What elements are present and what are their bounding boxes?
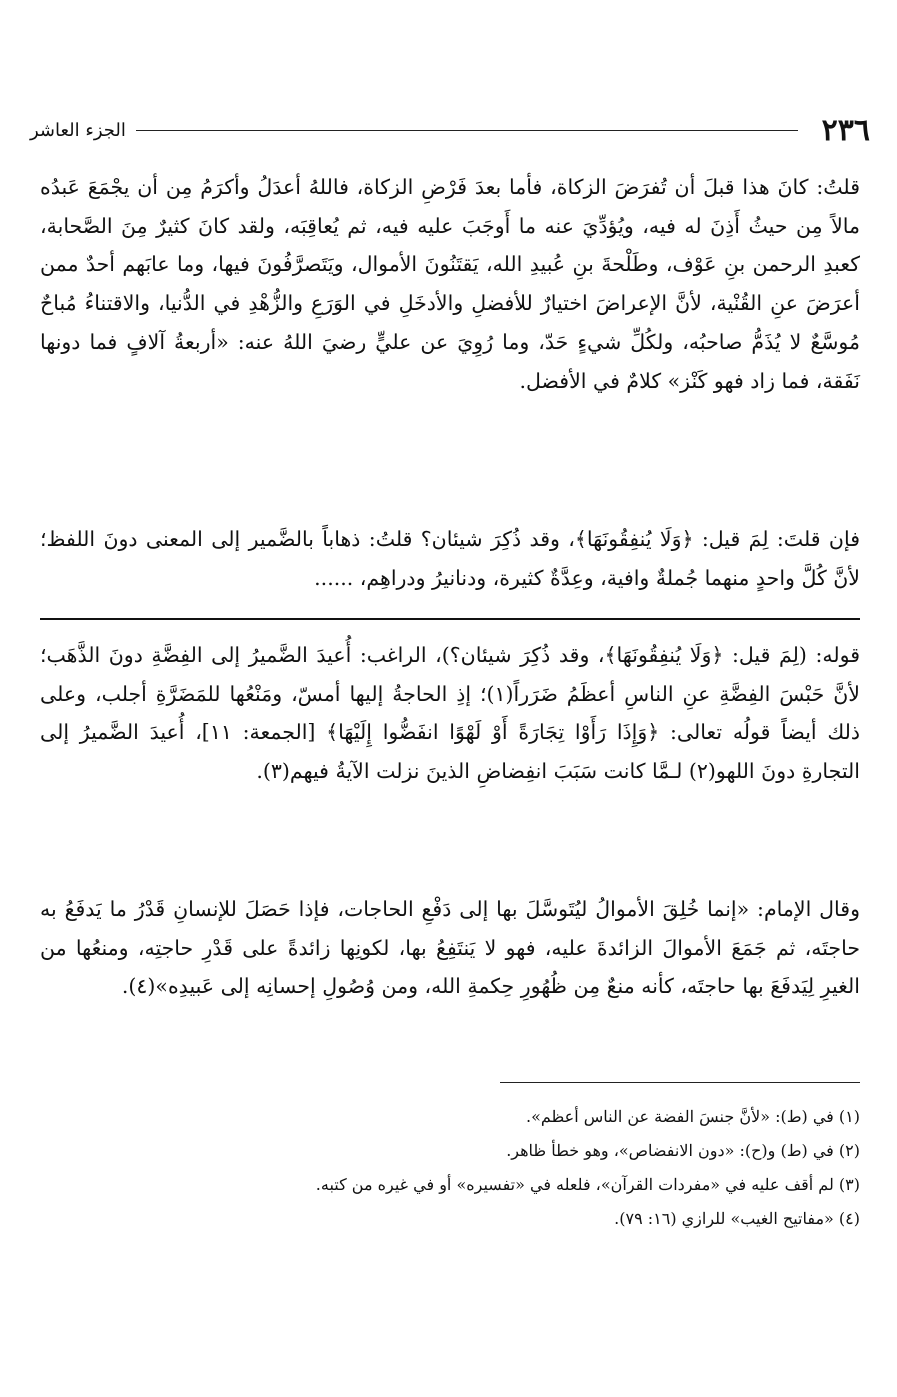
footnote-4: (٤) «مفاتيح الغيب» للرازي (١٦: ٧٩).: [614, 1209, 860, 1228]
footnote-1: (١) في (ط): «لأنَّ جنسَ الفضة عن الناس أعظم».: [526, 1107, 860, 1126]
page-header: [30, 112, 870, 148]
main-paragraph-1: قلتُ: كانَ هذا قبلَ أن تُفرَضَ الزكاة، فأما بعدَ فَرْضِ الزكاة، فاللهُ أعدَلُ وأكرَمُ مِن أن يجْمَعَ عَبدُه مالاً مِن حيثُ أَذِنَ له فيه، ويُؤدِّيَ عنه ما أَوجَبَ عليه فيه، ثم يُعاقِبَه، ولقد كانَ كثيرٌ مِنَ الصَّحابة، كعبدِ الرحمن بنِ عَوْف، وطَلْحةَ بنِ عُبيدِ الله، يَقتَنُونَ الأموال، ويَتَصرَّفُونَ فيها، وما عابَهم أحدٌ ممن أعرَضَ عنِ القُنْية، لأنَّ الإعراضَ اختيارٌ للأفضلِ والأدخَلِ في الوَرَعِ والزُّهْدِ في الدُّنيا، والاقتناءُ مُباحٌ مُوسَّعٌ لا يُذَمُّ صاحبُه، ولكُلِّ شيءٍ حَدّ، وما رُوِيَ عن عليٍّ رضيَ اللهُ عنه: «أربعةُ آلافٍ فما دونها نَفَقة، فما زاد فهو كَنْز» كلامٌ في الأفضل.: [40, 175, 860, 393]
page-number: ٢٣٦: [821, 112, 870, 148]
header-rule: [136, 130, 798, 131]
commentary-paragraph-1: قوله: (لِمَ قيل: ﴿وَلَا يُنفِقُونَهَا﴾، وقد ذُكِرَ شيئان؟)، الراغب: أُعيدَ الضَّميرُ إلى الفِضَّةِ دونَ الذَّهَب؛ لأنَّ حَبْسَ الفِضَّةِ عنِ الناسِ أعظَمُ ضَرَراً(١)؛ إذِ الحاجةُ إليها أمسّ، ومَنْعُها للمَضَرَّةِ أجلب، وعلى ذلك أيضاً قولُه تعالى: ﴿وَإِذَا رَأَوْا تِجَارَةً أَوْ لَهْوًا انفَضُّوا إِلَيْهَا﴾ [الجمعة: ١١]، أُعيدَ الضَّميرُ إلى التجارةِ دونَ اللهو(٢) لـمَّا كانت سَبَبَ انفِضاضِ الذينَ نزلت الآيةُ فيهم(٣).: [40, 643, 861, 784]
footnote-2: (٢) في (ط) و(ح): «دون الانفضاص»، وهو خطأ ظاهر.: [506, 1141, 860, 1160]
main-paragraph-2: فإن قلتَ: لِمَ قيل: ﴿وَلَا يُنفِقُونَهَا﴾، وقد ذُكِرَ شيئان؟ قلتُ: ذهاباً بالضَّمير إلى المعنى دونَ اللفظ؛ لأنَّ كُلَّ واحدٍ منهما جُملةٌ وافية، وعِدَّةٌ كثيرة، ودنانيرُ ودراهِم، ......: [40, 527, 860, 590]
main-text-2: [40, 520, 860, 597]
running-title: الجزء العاشر: [30, 119, 126, 141]
section-divider: [40, 618, 860, 620]
commentary-1: [40, 636, 860, 791]
footnotes: [40, 1100, 860, 1236]
commentary-2: [40, 890, 860, 1006]
footnote-rule: [500, 1082, 860, 1083]
commentary-paragraph-2: وقال الإمام: «إنما خُلِقَ الأموالُ ليُتَوسَّلَ بها إلى دَفْعِ الحاجات، فإذا حَصَلَ للإنسانِ قَدْرُ ما يَدفَعُ به حاجتَه، ثم جَمَعَ الأموالَ الزائدةَ عليه، فهو لا يَنتَفِعُ بها، لكونِها زائدةً على قَدْرِ حاجتِه، ومنعُها من الغيرِ لِيَدفَعَ بها حاجتَه، كأنه منعٌ مِن ظُهُورِ حِكمةِ الله، ومن وُصُولِ إحسانِه إلى عَبيدِه»(٤).: [40, 897, 860, 999]
footnote-3: (٣) لم أقف عليه في «مفردات القرآن»، فلعله في «تفسيره» أو في غيره من كتبه.: [315, 1175, 860, 1194]
main-text: [40, 168, 860, 400]
